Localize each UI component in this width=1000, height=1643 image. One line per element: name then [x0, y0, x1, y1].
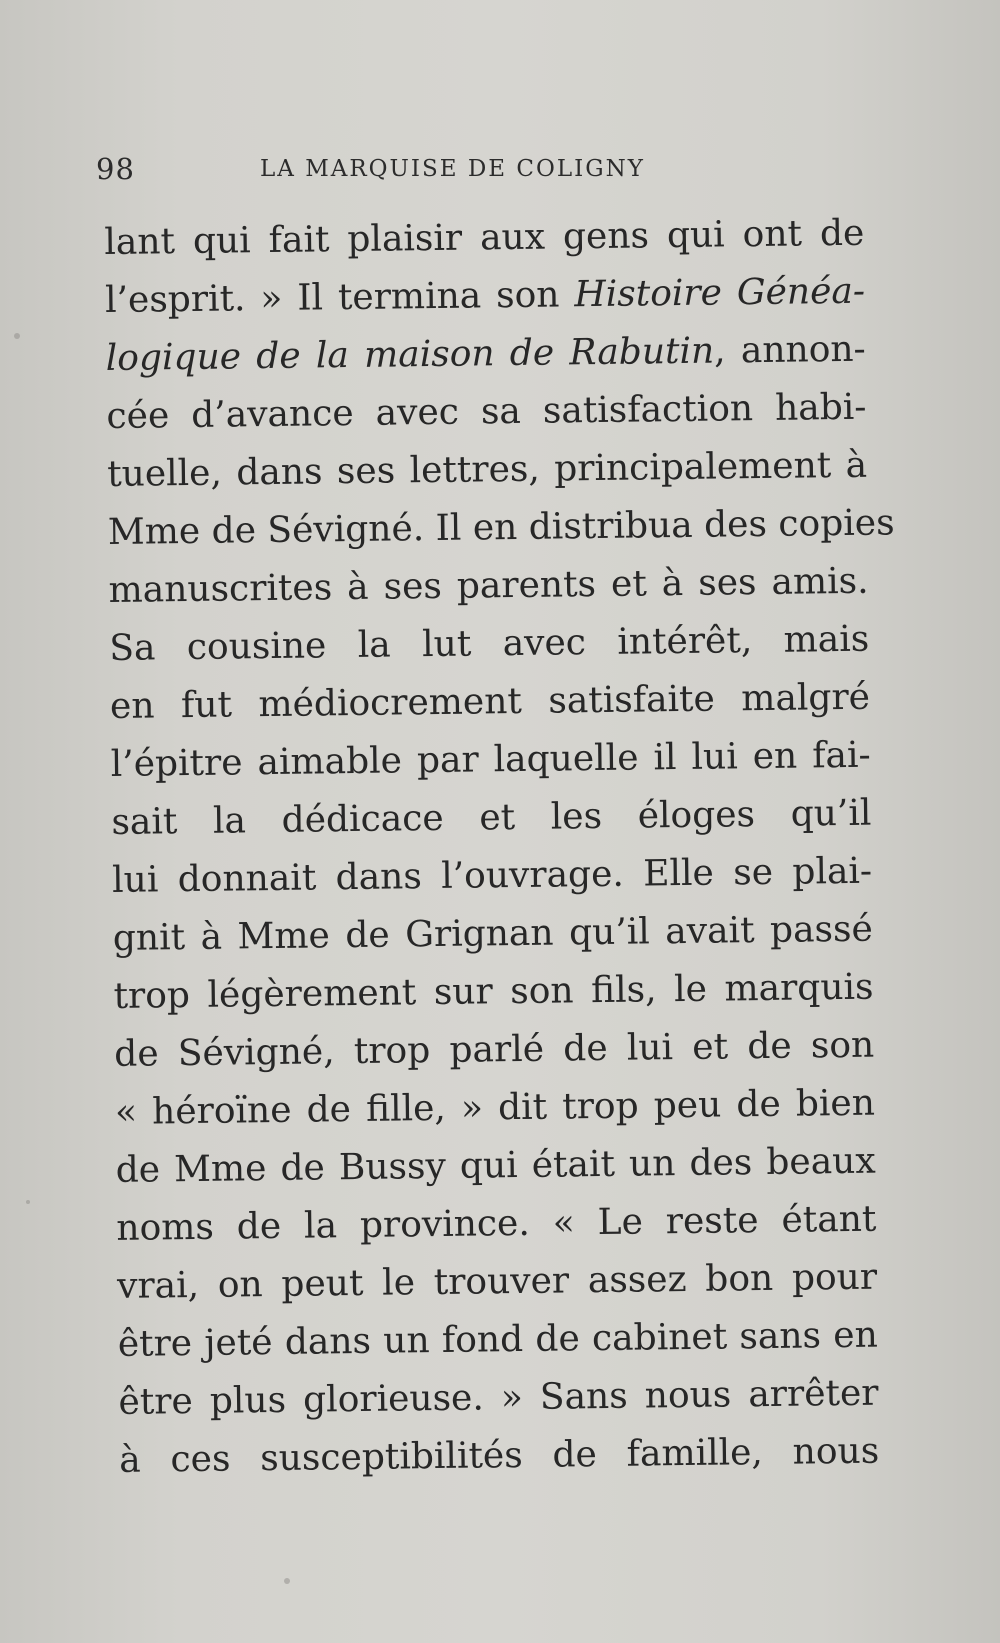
text-line: [109, 611, 870, 678]
line-text: lant qui fait plaisir aux gens qui ont de: [104, 212, 865, 263]
line-text: manuscrites à ses parents et à ses amis.: [108, 560, 869, 611]
line-text: à ces susceptibilités de famille, nous: [118, 1430, 880, 1481]
line-text: , annon-: [713, 328, 866, 372]
text-line: [107, 495, 895, 562]
italic-title-text: Histoire Généa-: [574, 270, 866, 316]
line-text: cée d’avance avec sa satisfaction habi-: [106, 386, 867, 437]
line-text: vrai, on peut le trouver assez bon pour: [116, 1256, 878, 1307]
text-line: [113, 959, 874, 1026]
text-line: [107, 437, 868, 504]
text-line: [104, 205, 865, 272]
text-line: [118, 1365, 879, 1432]
body-text: [104, 205, 895, 1490]
line-text: tuelle, dans ses lettres, principalement à: [106, 444, 868, 495]
text-line: [105, 321, 866, 388]
page-header: [96, 152, 856, 196]
text-line: [113, 901, 874, 968]
line-text: être plus glorieuse. » Sans nous arrêter: [118, 1372, 879, 1423]
line-text: en fut médiocrement satisfaite malgré: [109, 676, 871, 727]
paper-speck: [14, 333, 20, 339]
line-text: de Sévigné, trop parlé de lui et de son: [114, 1024, 875, 1075]
text-line: [111, 785, 872, 852]
line-text: Mme de Sévigné. Il en distribua des copies: [107, 502, 895, 553]
text-line: [105, 263, 866, 330]
text-line: [115, 1075, 876, 1142]
line-text: noms de la province. « Le reste étant: [116, 1198, 877, 1249]
text-line: [108, 553, 869, 620]
line-text: « héroïne de fille, » dit trop peu de bien: [114, 1082, 876, 1133]
text-line: [112, 843, 873, 910]
paper-speck: [284, 1578, 290, 1584]
text-line: [110, 727, 871, 794]
text-line: [114, 1017, 875, 1084]
line-text: gnit à Mme de Grignan qu’il avait passé: [112, 908, 874, 959]
text-line: [106, 379, 867, 446]
line-text: lui donnait dans l’ouvrage. Elle se plai-: [111, 850, 873, 901]
line-text: être jeté dans un fond de cabinet sans en: [117, 1314, 879, 1365]
line-text: sait la dédicace et les éloges qu’il: [111, 792, 872, 843]
text-line: [115, 1133, 876, 1200]
text-line: [116, 1191, 877, 1258]
text-line: [117, 1307, 878, 1374]
text-line: [110, 669, 871, 736]
page-number: 98: [96, 152, 135, 186]
paper-speck: [26, 1200, 30, 1204]
running-title: LA MARQUISE DE COLIGNY: [260, 156, 645, 182]
line-text: de Mme de Bussy qui était un des beaux: [115, 1140, 876, 1191]
text-line: [119, 1423, 880, 1490]
line-text: l’épitre aimable par laquelle il lui en fai-: [110, 734, 871, 785]
italic-title-text: logique de la maison de Rabutin: [105, 330, 715, 379]
line-text: trop légèrement sur son fils, le marquis: [113, 966, 874, 1017]
text-line: [117, 1249, 878, 1316]
line-text: Sa cousine la lut avec intérêt, mais: [109, 618, 870, 669]
line-text: l’esprit. » Il termina son: [104, 274, 575, 321]
